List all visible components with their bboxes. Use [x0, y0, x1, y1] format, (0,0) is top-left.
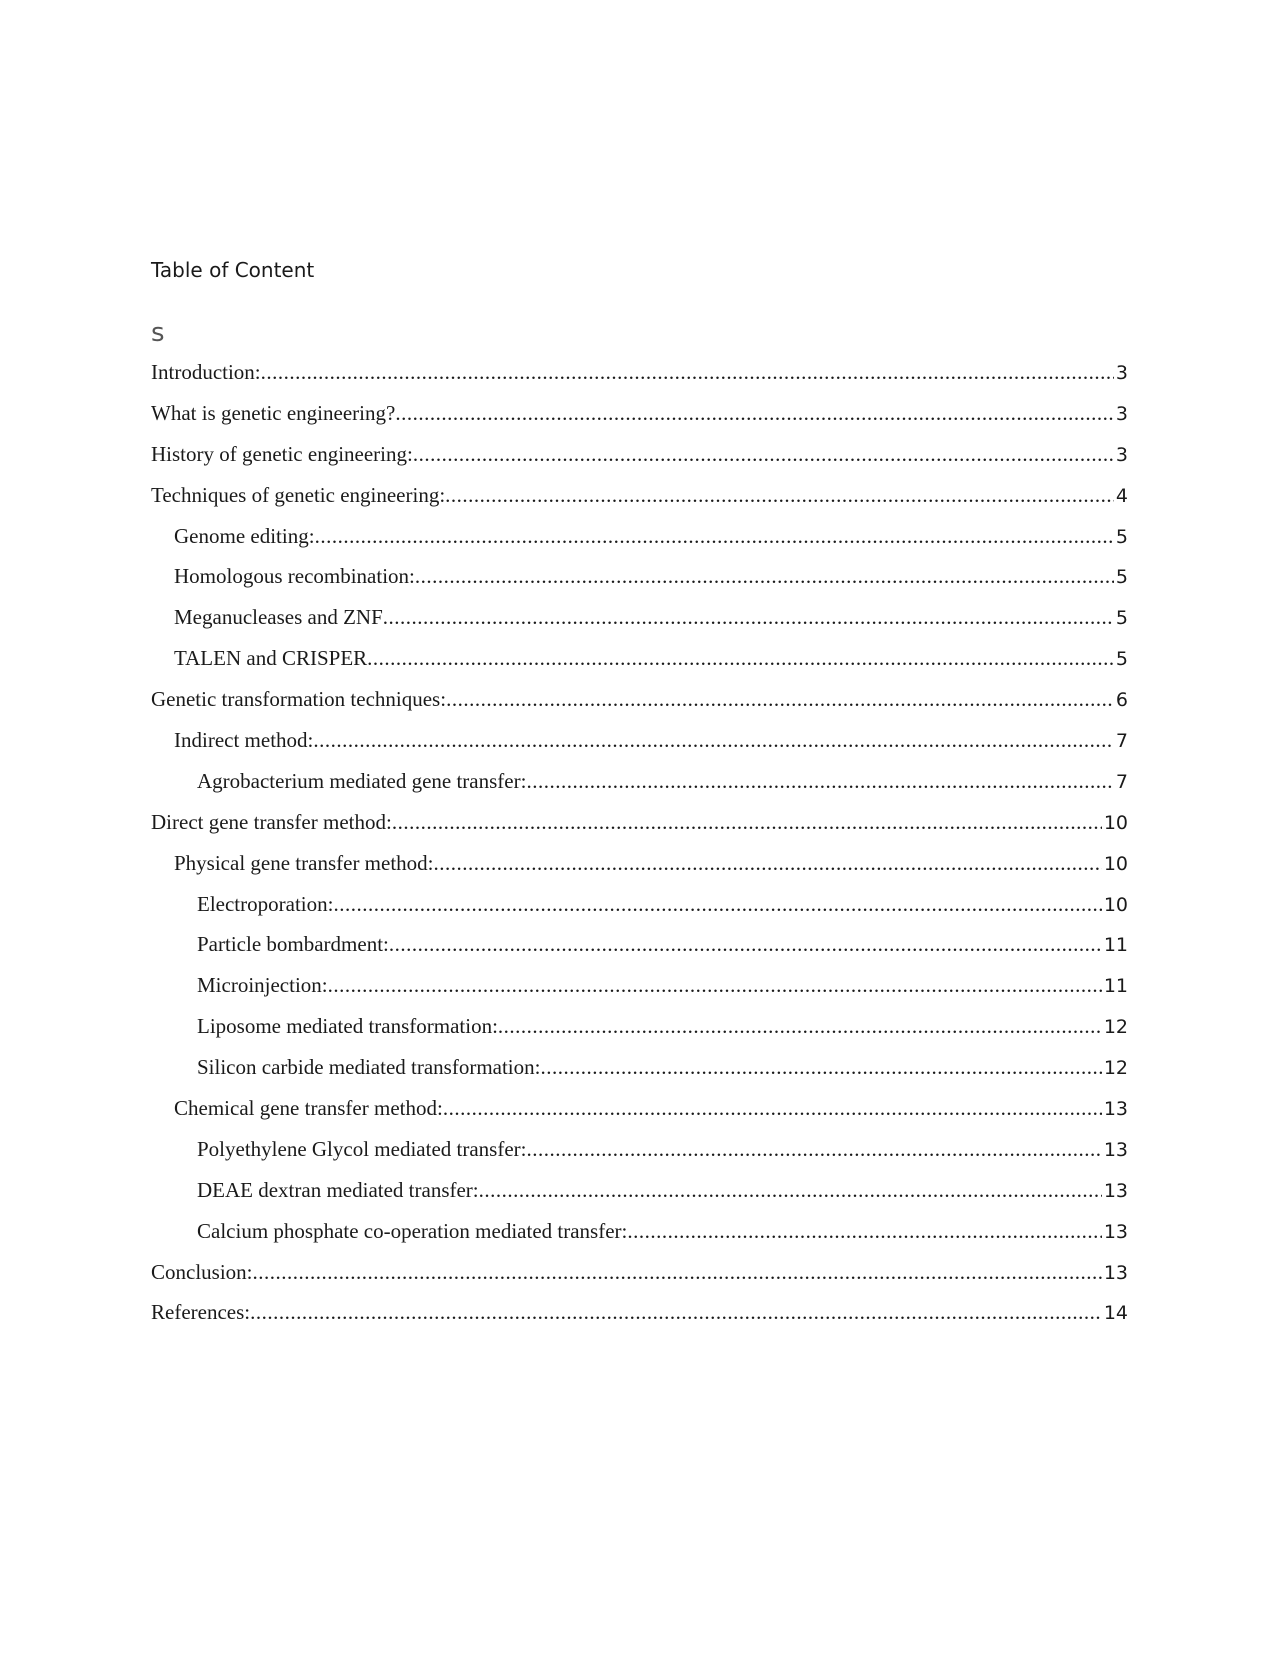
toc-entry[interactable]	[151, 597, 1128, 638]
toc-dot-leader	[446, 679, 1114, 720]
toc-entry[interactable]	[151, 1088, 1128, 1129]
toc-entry[interactable]	[151, 965, 1128, 1006]
toc-entry[interactable]	[151, 352, 1128, 393]
toc-entry-label: Meganucleases and ZNF	[174, 605, 383, 630]
toc-entry[interactable]	[151, 434, 1128, 475]
toc-entry-label: Techniques of genetic engineering:	[151, 482, 446, 507]
toc-dot-leader	[367, 638, 1114, 679]
toc-entry-label: Particle bombardment:	[197, 932, 389, 957]
toc-entry-label: References:	[151, 1300, 251, 1325]
toc-entry-label: Calcium phosphate co-operation mediated transfer:	[197, 1218, 628, 1243]
toc-entry-page-number: 13	[1103, 1098, 1128, 1121]
toc-entry-page-number: 10	[1103, 893, 1128, 916]
toc-entry-page-number: 14	[1103, 1302, 1128, 1325]
toc-entry-page-number: 5	[1115, 648, 1128, 671]
toc-entry[interactable]	[151, 761, 1128, 802]
toc-dot-leader	[526, 1129, 1101, 1170]
toc-entry-label: What is genetic engineering?	[151, 400, 396, 425]
toc-dot-leader	[479, 1170, 1102, 1211]
toc-entry[interactable]	[151, 679, 1128, 720]
toc-entry-label: Chemical gene transfer method:	[174, 1096, 443, 1121]
toc-entry-label: Introduction:	[151, 360, 261, 384]
toc-entry-page-number: 13	[1103, 1179, 1128, 1202]
toc-dot-leader	[413, 434, 1114, 475]
toc-dot-leader	[313, 720, 1114, 761]
toc-entry[interactable]	[151, 638, 1128, 679]
toc-dot-leader	[315, 516, 1114, 557]
toc-entry-page-number: 11	[1103, 975, 1128, 998]
toc-entry[interactable]	[151, 1006, 1128, 1047]
toc-entry-page-number: 7	[1115, 730, 1128, 753]
toc-dot-leader	[443, 1088, 1102, 1129]
toc-entry-page-number: 10	[1103, 852, 1128, 875]
toc-dot-leader	[328, 965, 1102, 1006]
toc-entry[interactable]	[151, 843, 1128, 884]
toc-dot-leader	[389, 924, 1102, 965]
toc-entry-page-number: 10	[1103, 811, 1128, 834]
toc-entry[interactable]	[151, 924, 1128, 965]
toc-entry-page-number: 11	[1103, 934, 1128, 957]
toc-entry[interactable]	[151, 1170, 1128, 1211]
toc-entry-label: Microinjection:	[197, 973, 328, 998]
toc-dot-leader	[498, 1006, 1102, 1047]
toc-entry-label: Direct gene transfer method:	[151, 809, 392, 834]
toc-entry-label: Polyethylene Glycol mediated transfer:	[197, 1136, 527, 1161]
toc-entry-label: Genetic transformation techniques:	[151, 687, 447, 712]
toc-entry-label: History of genetic engineering:	[151, 441, 413, 466]
toc-entry-page-number: 3	[1115, 443, 1128, 466]
toc-entry-page-number: 13	[1103, 1220, 1128, 1243]
toc-entry-page-number: 5	[1115, 566, 1128, 589]
toc-entry[interactable]	[151, 1252, 1128, 1293]
toc-dot-leader	[250, 1292, 1102, 1333]
toc-entry-page-number: 3	[1115, 402, 1128, 425]
toc-entry-label: Electroporation:	[197, 891, 334, 916]
toc-entry-page-number: 5	[1115, 525, 1128, 548]
toc-dot-leader	[333, 884, 1101, 925]
toc-entry-page-number: 13	[1103, 1261, 1128, 1284]
toc-dot-leader	[445, 475, 1114, 516]
toc-entry-page-number: 12	[1103, 1057, 1128, 1080]
toc-dot-leader	[392, 802, 1102, 843]
toc-entry[interactable]	[151, 516, 1128, 557]
toc-dot-leader	[253, 1252, 1102, 1293]
toc-entry-label: Silicon carbide mediated transformation:	[197, 1055, 541, 1080]
toc-dot-leader	[383, 597, 1114, 638]
toc-entry-label: Conclusion:	[151, 1259, 253, 1284]
toc-dot-leader	[415, 556, 1114, 597]
toc-title-continuation: s	[151, 318, 165, 348]
toc-entry-page-number: 4	[1115, 484, 1128, 507]
toc-entry[interactable]	[151, 1211, 1128, 1252]
toc-entry[interactable]	[151, 1129, 1128, 1170]
toc-entry-label: Physical gene transfer method:	[174, 850, 434, 875]
toc-entry-label: TALEN and CRISPER	[174, 646, 368, 671]
toc-title: Table of Content	[151, 258, 315, 282]
toc-entry-label: Liposome mediated transformation:	[197, 1014, 498, 1039]
toc-dot-leader	[540, 1047, 1101, 1088]
toc-entry-label: Agrobacterium mediated gene transfer:	[197, 768, 527, 793]
toc-entry-label: DEAE dextran mediated transfer:	[197, 1177, 479, 1202]
toc-entry[interactable]	[151, 556, 1128, 597]
toc-dot-leader	[261, 352, 1114, 393]
toc-entry[interactable]	[151, 720, 1128, 761]
toc-dot-leader	[395, 393, 1114, 434]
toc-entry[interactable]	[151, 1292, 1128, 1333]
toc-entry-label: Homologous recombination:	[174, 564, 415, 589]
toc-entry[interactable]	[151, 802, 1128, 843]
toc-entry-page-number: 6	[1115, 689, 1128, 712]
toc-entry-page-number: 5	[1115, 607, 1128, 630]
toc-dot-leader	[627, 1211, 1101, 1252]
toc-entry-label: Indirect method:	[174, 728, 314, 753]
toc-entry-page-number: 7	[1115, 770, 1128, 793]
toc-entry[interactable]	[151, 1047, 1128, 1088]
toc-dot-leader	[434, 843, 1102, 884]
toc-entry-label: Genome editing:	[174, 523, 315, 548]
toc-entry-page-number: 12	[1103, 1016, 1128, 1039]
toc-entry[interactable]	[151, 475, 1128, 516]
toc-entry[interactable]	[151, 884, 1128, 925]
toc-entry-page-number: 13	[1103, 1138, 1128, 1161]
toc-entry-page-number: 3	[1115, 362, 1128, 384]
toc-list	[151, 352, 1128, 1333]
toc-entry[interactable]	[151, 393, 1128, 434]
toc-dot-leader	[526, 761, 1113, 802]
